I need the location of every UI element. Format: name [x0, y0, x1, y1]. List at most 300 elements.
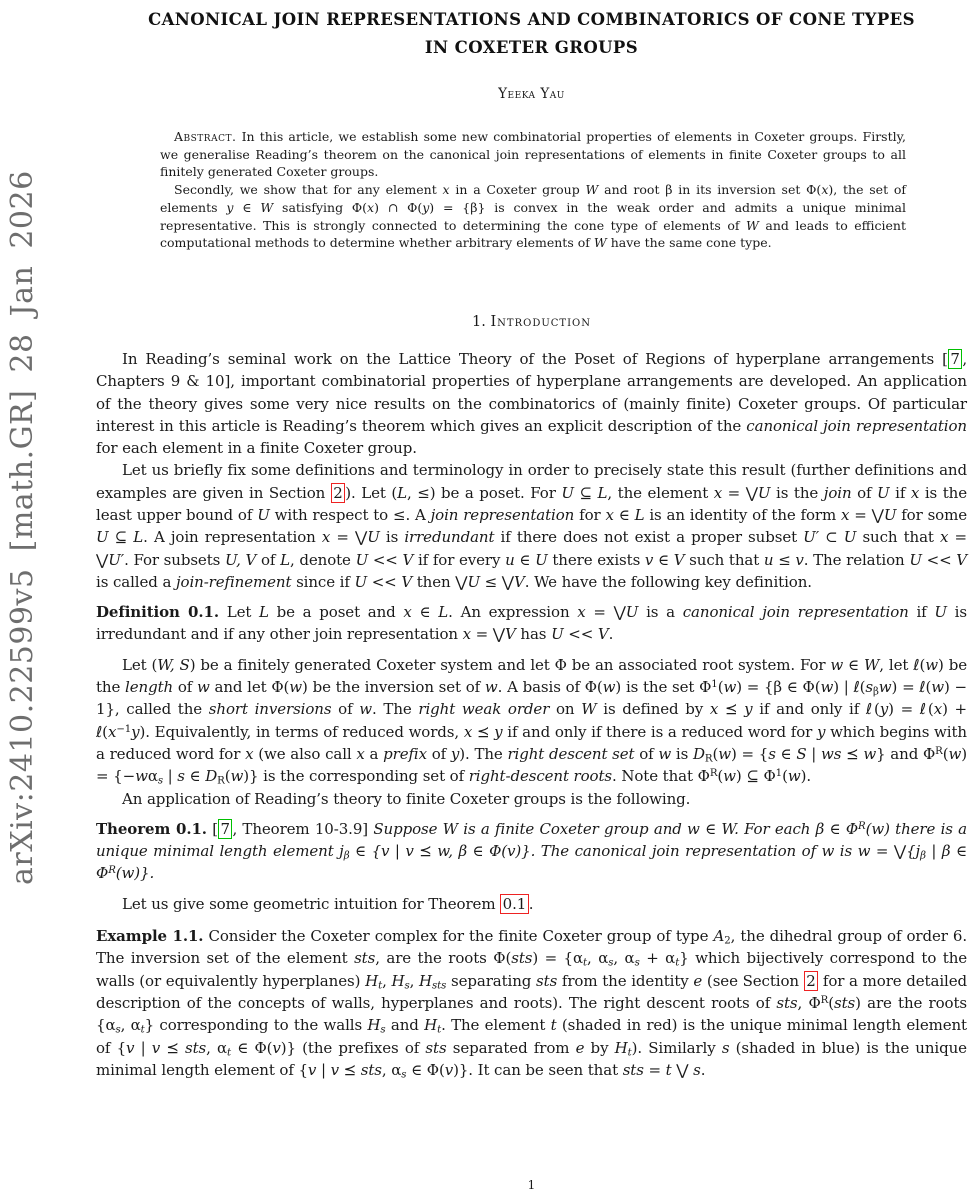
text-segment: V — [956, 550, 968, 569]
text-segment: for a more detailed description of the concepts of walls, hyperplanes and roots). The right descent roots of — [96, 971, 967, 1012]
text-segment: ), the set of elements — [160, 182, 907, 215]
text-segment: for — [574, 506, 606, 524]
text-segment: sts — [511, 949, 533, 968]
text-segment: L — [280, 550, 290, 569]
text-segment: be a poset and — [268, 603, 404, 622]
text-segment: = — [643, 1060, 666, 1079]
text-segment: which begins with a reduced word for — [96, 722, 967, 763]
text-segment: α — [147, 767, 158, 786]
text-segment: canonical join representation — [682, 603, 909, 622]
text-segment: ⊆ — [573, 483, 598, 502]
text-segment: t — [583, 957, 588, 969]
text-segment: L — [634, 506, 645, 524]
text-segment: ). — [800, 767, 811, 786]
text-segment: U — [354, 572, 368, 591]
text-segment: separating — [446, 971, 537, 990]
text-segment: v — [126, 1038, 135, 1057]
text-segment: ) = { — [731, 744, 769, 763]
author-name: Yeeka Yau — [498, 86, 565, 102]
text-segment: ∈ — [184, 767, 206, 786]
text-segment: x — [910, 483, 920, 502]
text-segment: R — [108, 865, 116, 877]
text-segment: ). The — [459, 744, 508, 763]
text-segment: H — [365, 971, 379, 990]
text-segment: ) = {α — [532, 949, 584, 968]
text-segment: y — [816, 722, 826, 741]
definition-0-1 — [96, 601, 967, 646]
text-segment: 1. — [472, 313, 491, 330]
text-segment: y — [131, 722, 140, 741]
text-segment: ∈ Φ( — [406, 1060, 445, 1079]
text-segment: U — [561, 483, 574, 502]
text-segment: Theorem 0.1. — [96, 819, 207, 838]
text-segment: ) = ℓ( — [891, 678, 932, 697]
text-segment: | — [162, 767, 178, 786]
text-segment: s — [157, 775, 163, 787]
text-segment: Let us give some geometric intuition for Theorem — [122, 894, 501, 913]
intro-paragraph-1 — [96, 348, 967, 459]
text-segment: W — [585, 182, 599, 198]
text-segment: , Theorem 10-3.9] — [232, 819, 374, 838]
text-segment: ⊆ — [108, 528, 134, 547]
text-segment: | — [134, 1038, 152, 1057]
abstract-paragraph-2 — [160, 181, 906, 252]
text-segment: of — [173, 678, 197, 697]
coxeter-system-paragraph — [96, 654, 967, 788]
text-segment: U — [96, 528, 109, 547]
text-segment: , α — [206, 1038, 228, 1057]
text-segment: u — [505, 550, 515, 569]
text-segment: , — [382, 971, 392, 990]
text-segment: in a Coxeter group — [449, 182, 586, 198]
text-segment: s — [608, 957, 614, 969]
text-segment: V — [514, 572, 525, 591]
text-segment: | — [316, 1060, 331, 1079]
text-segment: y — [879, 700, 889, 719]
text-segment: for each element in a finite Coxeter group. — [96, 439, 417, 458]
text-segment: sts — [185, 1038, 207, 1057]
text-segment: sts — [776, 993, 798, 1012]
text-segment: join — [823, 483, 852, 502]
text-segment: β — [343, 850, 350, 862]
text-segment: ⪯ — [472, 722, 495, 741]
text-segment: , Φ — [797, 993, 821, 1012]
paper-page — [96, 0, 967, 1081]
text-segment: ). Let ( — [345, 483, 398, 502]
text-segment: by — [584, 1038, 615, 1057]
text-segment: v — [307, 1060, 317, 1079]
text-segment: ≤ ⋁ — [479, 572, 514, 591]
text-segment: right-descent roots — [468, 767, 613, 786]
text-segment: v — [272, 1038, 281, 1057]
page-number: 1 — [527, 1178, 536, 1192]
text-segment: is the — [770, 483, 824, 502]
text-segment: w — [948, 744, 962, 763]
text-segment: L — [438, 603, 449, 622]
text-segment: = ⋁ — [330, 528, 368, 547]
text-segment: is an identity of the form — [644, 506, 841, 524]
text-segment: U — [551, 625, 564, 644]
text-segment: L — [259, 603, 269, 622]
text-segment: v — [644, 550, 654, 569]
text-segment: D — [205, 767, 218, 786]
text-segment: x — [940, 528, 949, 547]
text-segment: << — [563, 625, 598, 644]
internal-ref-link[interactable]: 2 — [331, 483, 345, 503]
text-segment: w — [718, 744, 731, 763]
text-segment: ) = {β ∈ Φ( — [736, 678, 821, 697]
text-segment: s — [177, 767, 185, 786]
example-1-1 — [96, 925, 967, 1081]
text-segment: is a — [638, 603, 683, 622]
text-segment: H — [367, 1016, 381, 1035]
text-segment: x — [713, 483, 723, 502]
text-segment: right weak order — [418, 700, 550, 719]
text-segment: there exists — [547, 550, 645, 569]
text-segment: . The — [372, 700, 419, 719]
application-paragraph — [96, 788, 967, 810]
text-segment: = ⋁ — [470, 625, 505, 644]
text-segment: t — [550, 1016, 557, 1035]
text-segment: ) + ℓ( — [96, 700, 968, 741]
text-segment: sts — [536, 971, 558, 990]
text-segment: ) − 1}, called the — [96, 678, 967, 719]
text-segment: is irredundant and if any other join representation — [96, 603, 967, 644]
text-segment: β — [873, 686, 879, 698]
text-segment: x — [356, 744, 365, 763]
text-segment: w — [484, 678, 498, 697]
text-segment: ) ⊆ Φ — [735, 767, 776, 786]
text-segment: Example 1.1. — [96, 927, 204, 946]
text-segment: , α — [587, 949, 609, 968]
text-segment: y — [494, 722, 503, 741]
text-segment: W — [593, 235, 607, 251]
text-segment: ). Equivalently, in terms of reduced words, — [139, 722, 464, 741]
text-segment: w — [863, 744, 877, 763]
text-segment: x — [709, 700, 719, 719]
text-segment: ⪯ — [160, 1038, 186, 1057]
text-segment: H — [424, 1016, 438, 1035]
text-segment: irredundant — [404, 528, 495, 547]
text-segment: ∈ — [514, 550, 536, 569]
text-segment: if and only if there is a reduced word for — [502, 722, 817, 741]
text-segment: t — [665, 1060, 672, 1079]
text-segment: L — [133, 528, 144, 547]
text-segment: . We have the following key definition. — [524, 572, 812, 591]
text-segment: 1 — [775, 768, 783, 780]
text-segment: U — [257, 506, 270, 524]
text-segment: t — [437, 1024, 442, 1036]
text-segment: β — [920, 850, 926, 862]
text-segment: W, S — [157, 655, 190, 674]
text-segment: A — [713, 927, 725, 946]
text-segment: ) ∩ Φ( — [374, 199, 423, 215]
text-segment: ( — [712, 744, 719, 763]
text-segment: ) = {− — [96, 744, 968, 786]
text-segment: have the same cone type. — [606, 235, 772, 251]
text-segment: U — [909, 550, 922, 569]
text-segment: sts — [431, 980, 447, 992]
text-segment: R — [935, 745, 943, 757]
text-segment: v — [795, 550, 804, 569]
text-segment: is the least upper bound of — [96, 483, 967, 524]
text-segment: for some — [896, 506, 967, 524]
text-segment: if — [889, 483, 911, 502]
text-segment: ⪯ — [841, 744, 864, 763]
text-segment: w — [878, 678, 892, 697]
text-segment: x — [841, 506, 850, 524]
text-segment: )} is the corresponding set of — [243, 767, 469, 786]
text-segment: s — [721, 1038, 730, 1057]
text-segment: , the dihedral group of order 6. The inversion set of the element — [96, 927, 967, 968]
text-segment: (w)}. — [115, 864, 155, 883]
text-segment: and let Φ( — [209, 678, 290, 697]
text-segment: s — [865, 678, 873, 697]
text-segment: ). Similarly — [631, 1038, 722, 1057]
text-segment: of — [331, 700, 360, 719]
text-segment: a — [364, 744, 384, 763]
text-segment: In this article, we establish some new combinatorial properties of elements in Coxeter groups. Firstly, we generalise Reading’s theorem on the canonical join representations of elements in finite Coxeter groups to all finitely generated Coxeter groups. — [160, 129, 906, 180]
text-segment: , Chapters 9 & 10], important combinatorial properties of hyperplane arrangements are developed. An application of the theory gives some very nice results on the combinatorics of (mainly finite) Coxeter groups. Of particular interest in this article is Reading’s theorem which gives an explicit description of the — [96, 349, 967, 435]
text-segment: x — [605, 506, 614, 524]
text-segment: ⋁ — [671, 1060, 694, 1079]
text-segment: + α — [639, 949, 676, 968]
internal-ref-link[interactable]: 0.1 — [500, 894, 529, 914]
text-segment: ∈ {v | v ⪯ w, β ∈ Φ(v)}. The canonical join representation of w is w = ⋁{j — [349, 842, 921, 861]
citation-ref-link[interactable]: 7 — [948, 349, 962, 369]
text-segment: U — [757, 483, 771, 502]
text-segment: x — [245, 744, 254, 763]
text-segment: v — [151, 1038, 161, 1057]
text-segment: R — [704, 753, 713, 765]
text-segment: , α — [613, 949, 635, 968]
text-segment: join-refinement — [175, 572, 292, 591]
text-segment: join representation — [430, 506, 575, 524]
text-segment: sts — [833, 993, 856, 1012]
text-segment: is defined by — [596, 700, 710, 719]
text-segment: L — [597, 483, 608, 502]
text-segment: has — [515, 625, 552, 644]
text-segment: if for every — [413, 550, 506, 569]
text-segment: y — [422, 199, 430, 215]
paper-title — [96, 0, 967, 62]
text-segment: and — [385, 1016, 425, 1035]
text-segment: t — [378, 980, 383, 992]
text-segment: s — [115, 1024, 121, 1036]
text-segment: u — [763, 550, 774, 569]
text-segment: U — [877, 483, 890, 502]
text-segment: . Note that Φ — [612, 767, 710, 786]
text-segment: << — [921, 550, 957, 569]
text-segment: H — [614, 1038, 628, 1057]
text-segment: R — [820, 994, 829, 1006]
text-segment: ) | ℓ( — [833, 678, 866, 697]
text-segment: sts — [360, 1060, 382, 1079]
text-segment: = ⋁ — [722, 483, 758, 502]
text-segment: )} (the prefixes of — [280, 1038, 426, 1057]
text-segment: H — [419, 971, 432, 990]
text-segment: R — [709, 768, 718, 780]
text-segment: w — [820, 678, 834, 697]
text-segment: << — [368, 550, 403, 569]
text-segment: w — [196, 678, 210, 697]
text-segment: An application of Reading’s theory to finite Coxeter groups is the following. — [122, 789, 691, 808]
text-segment: } and Φ — [876, 744, 936, 763]
text-segment: V — [597, 625, 609, 644]
text-segment: then ⋁ — [412, 572, 468, 591]
text-segment: and root β in its inversion set Φ( — [598, 182, 822, 198]
text-segment: ⪯ — [338, 1060, 361, 1079]
text-segment: U — [355, 550, 369, 569]
text-segment: x — [463, 722, 473, 741]
text-segment: U — [467, 572, 480, 591]
text-segment: and leads to efficient computational methods to determine whether arbitrary elements of — [160, 217, 906, 251]
citation-ref-link[interactable]: 7 — [218, 819, 232, 839]
text-segment: x — [462, 625, 471, 644]
text-segment: H — [391, 971, 405, 990]
text-segment: 2 — [724, 935, 731, 947]
text-segment: of — [256, 550, 281, 569]
text-segment: ∈ — [613, 506, 635, 524]
text-segment: −1 — [116, 723, 132, 735]
text-segment: ∈ Φ( — [231, 1038, 273, 1057]
text-segment: s — [380, 1024, 386, 1036]
text-segment: with respect to ≤. A — [269, 506, 431, 524]
abstract — [160, 128, 906, 252]
text-segment: ) = ℓ( — [888, 700, 934, 719]
text-segment: | — [806, 744, 821, 763]
text-segment: ≤ — [773, 550, 796, 569]
text-segment: w — [830, 655, 844, 674]
text-segment: separated from — [446, 1038, 576, 1057]
text-segment: U — [843, 528, 857, 547]
text-segment: . — [700, 1060, 706, 1079]
text-segment: since if — [291, 572, 355, 591]
text-segment: Let us briefly fix some definitions and terminology in order to precisely state this result (further definitions and examples are given in Section — [96, 461, 967, 502]
text-segment: w — [359, 700, 373, 719]
text-segment: ( — [224, 767, 231, 786]
text-segment: of — [426, 744, 451, 763]
text-segment: . The relation — [803, 550, 910, 569]
text-segment: s — [693, 1060, 701, 1079]
text-segment: w — [230, 767, 244, 786]
text-segment: right descent set — [507, 744, 635, 763]
text-segment: ∈ — [233, 199, 261, 215]
text-segment: w — [925, 655, 939, 674]
text-segment: short inversions — [208, 700, 332, 719]
text-segment: Abstract. — [174, 129, 237, 144]
text-segment: V — [505, 625, 516, 644]
text-segment: ∈ — [843, 655, 864, 674]
text-segment: satisfying Φ( — [273, 199, 368, 215]
text-segment: V — [673, 550, 685, 569]
text-segment: W — [746, 217, 759, 233]
internal-ref-link[interactable]: 2 — [804, 971, 818, 991]
text-segment: , α — [381, 1060, 402, 1079]
text-segment: x — [442, 182, 450, 198]
text-segment: is — [379, 528, 405, 547]
theorem-0-1 — [96, 818, 967, 885]
text-segment: . The element — [441, 1016, 551, 1035]
text-segment: w — [658, 744, 672, 763]
text-segment: U, V — [224, 550, 257, 569]
text-segment: sts — [425, 1038, 447, 1057]
text-segment: is called a — [96, 572, 176, 591]
text-segment: = ⋁ — [585, 603, 626, 622]
text-segment: ⊂ — [819, 528, 844, 547]
text-segment: , denote — [289, 550, 356, 569]
text-segment: t — [675, 957, 680, 969]
text-segment: , let ℓ( — [879, 655, 926, 674]
text-segment: y — [226, 199, 234, 215]
text-segment: ( — [828, 993, 834, 1012]
text-segment: U — [625, 603, 639, 622]
text-segment: | β ∈ Φ — [96, 842, 967, 883]
text-segment: W — [581, 700, 597, 719]
text-segment: (see Section — [702, 971, 804, 990]
text-segment: w — [723, 678, 737, 697]
text-segment: 1 — [711, 678, 718, 690]
text-segment: U — [883, 506, 897, 524]
text-segment: length — [125, 678, 174, 697]
text-segment: ∈ — [411, 603, 439, 622]
text-segment: if and only if ℓ( — [752, 700, 880, 719]
text-segment: prefix — [383, 744, 427, 763]
text-segment: ( — [942, 744, 949, 763]
text-segment: such that — [856, 528, 941, 547]
text-segment: if there does not exist a proper subset — [494, 528, 804, 547]
text-segment: s — [404, 980, 410, 992]
text-segment: Consider the Coxeter complex for the finite Coxeter group of type — [203, 927, 714, 946]
text-segment: t — [227, 1047, 232, 1059]
text-segment: . A join representation — [143, 528, 322, 547]
text-segment: . — [528, 894, 534, 913]
text-segment: ) be the — [96, 655, 967, 697]
text-segment: x — [821, 182, 829, 198]
text-segment: = ⋁ — [96, 528, 967, 569]
text-segment: ( — [782, 767, 788, 786]
text-segment: w — [289, 678, 303, 697]
text-segment: t — [140, 1024, 145, 1036]
text-segment: such that — [684, 550, 764, 569]
text-segment: Definition 0.1. — [96, 603, 219, 622]
text-segment: V — [402, 550, 414, 569]
text-segment: ( — [717, 767, 724, 786]
text-segment: U — [934, 603, 947, 622]
text-segment: v — [444, 1060, 454, 1079]
text-segment: U′ — [803, 528, 820, 547]
text-segment: s — [768, 744, 776, 763]
text-segment: Let ( — [122, 655, 158, 674]
abstract-paragraph-1 — [160, 128, 906, 181]
text-segment: (we also call — [253, 744, 357, 763]
text-segment: Suppose W is a finite Coxeter group and w ∈ W. For each β ∈ Φ — [373, 819, 859, 838]
text-segment: ) = {β} is convex in the weak order and admits a unique minimal representative. This is strongly connected to determining the cone type of elements of — [160, 199, 907, 233]
text-segment: ) be the inversion set of — [302, 678, 485, 697]
text-segment: y — [744, 700, 753, 719]
text-segment: ) is the set Φ — [615, 678, 712, 697]
text-segment: sts — [354, 949, 376, 968]
text-segment: W — [863, 655, 880, 674]
text-segment: x — [107, 722, 117, 741]
text-segment: w — [723, 767, 736, 786]
text-segment: ∈ — [775, 744, 797, 763]
text-segment: R — [217, 775, 225, 787]
text-segment: x — [321, 528, 331, 547]
text-segment: ws — [821, 744, 842, 763]
text-segment: w — [931, 678, 944, 697]
text-segment: . For subsets — [124, 550, 225, 569]
